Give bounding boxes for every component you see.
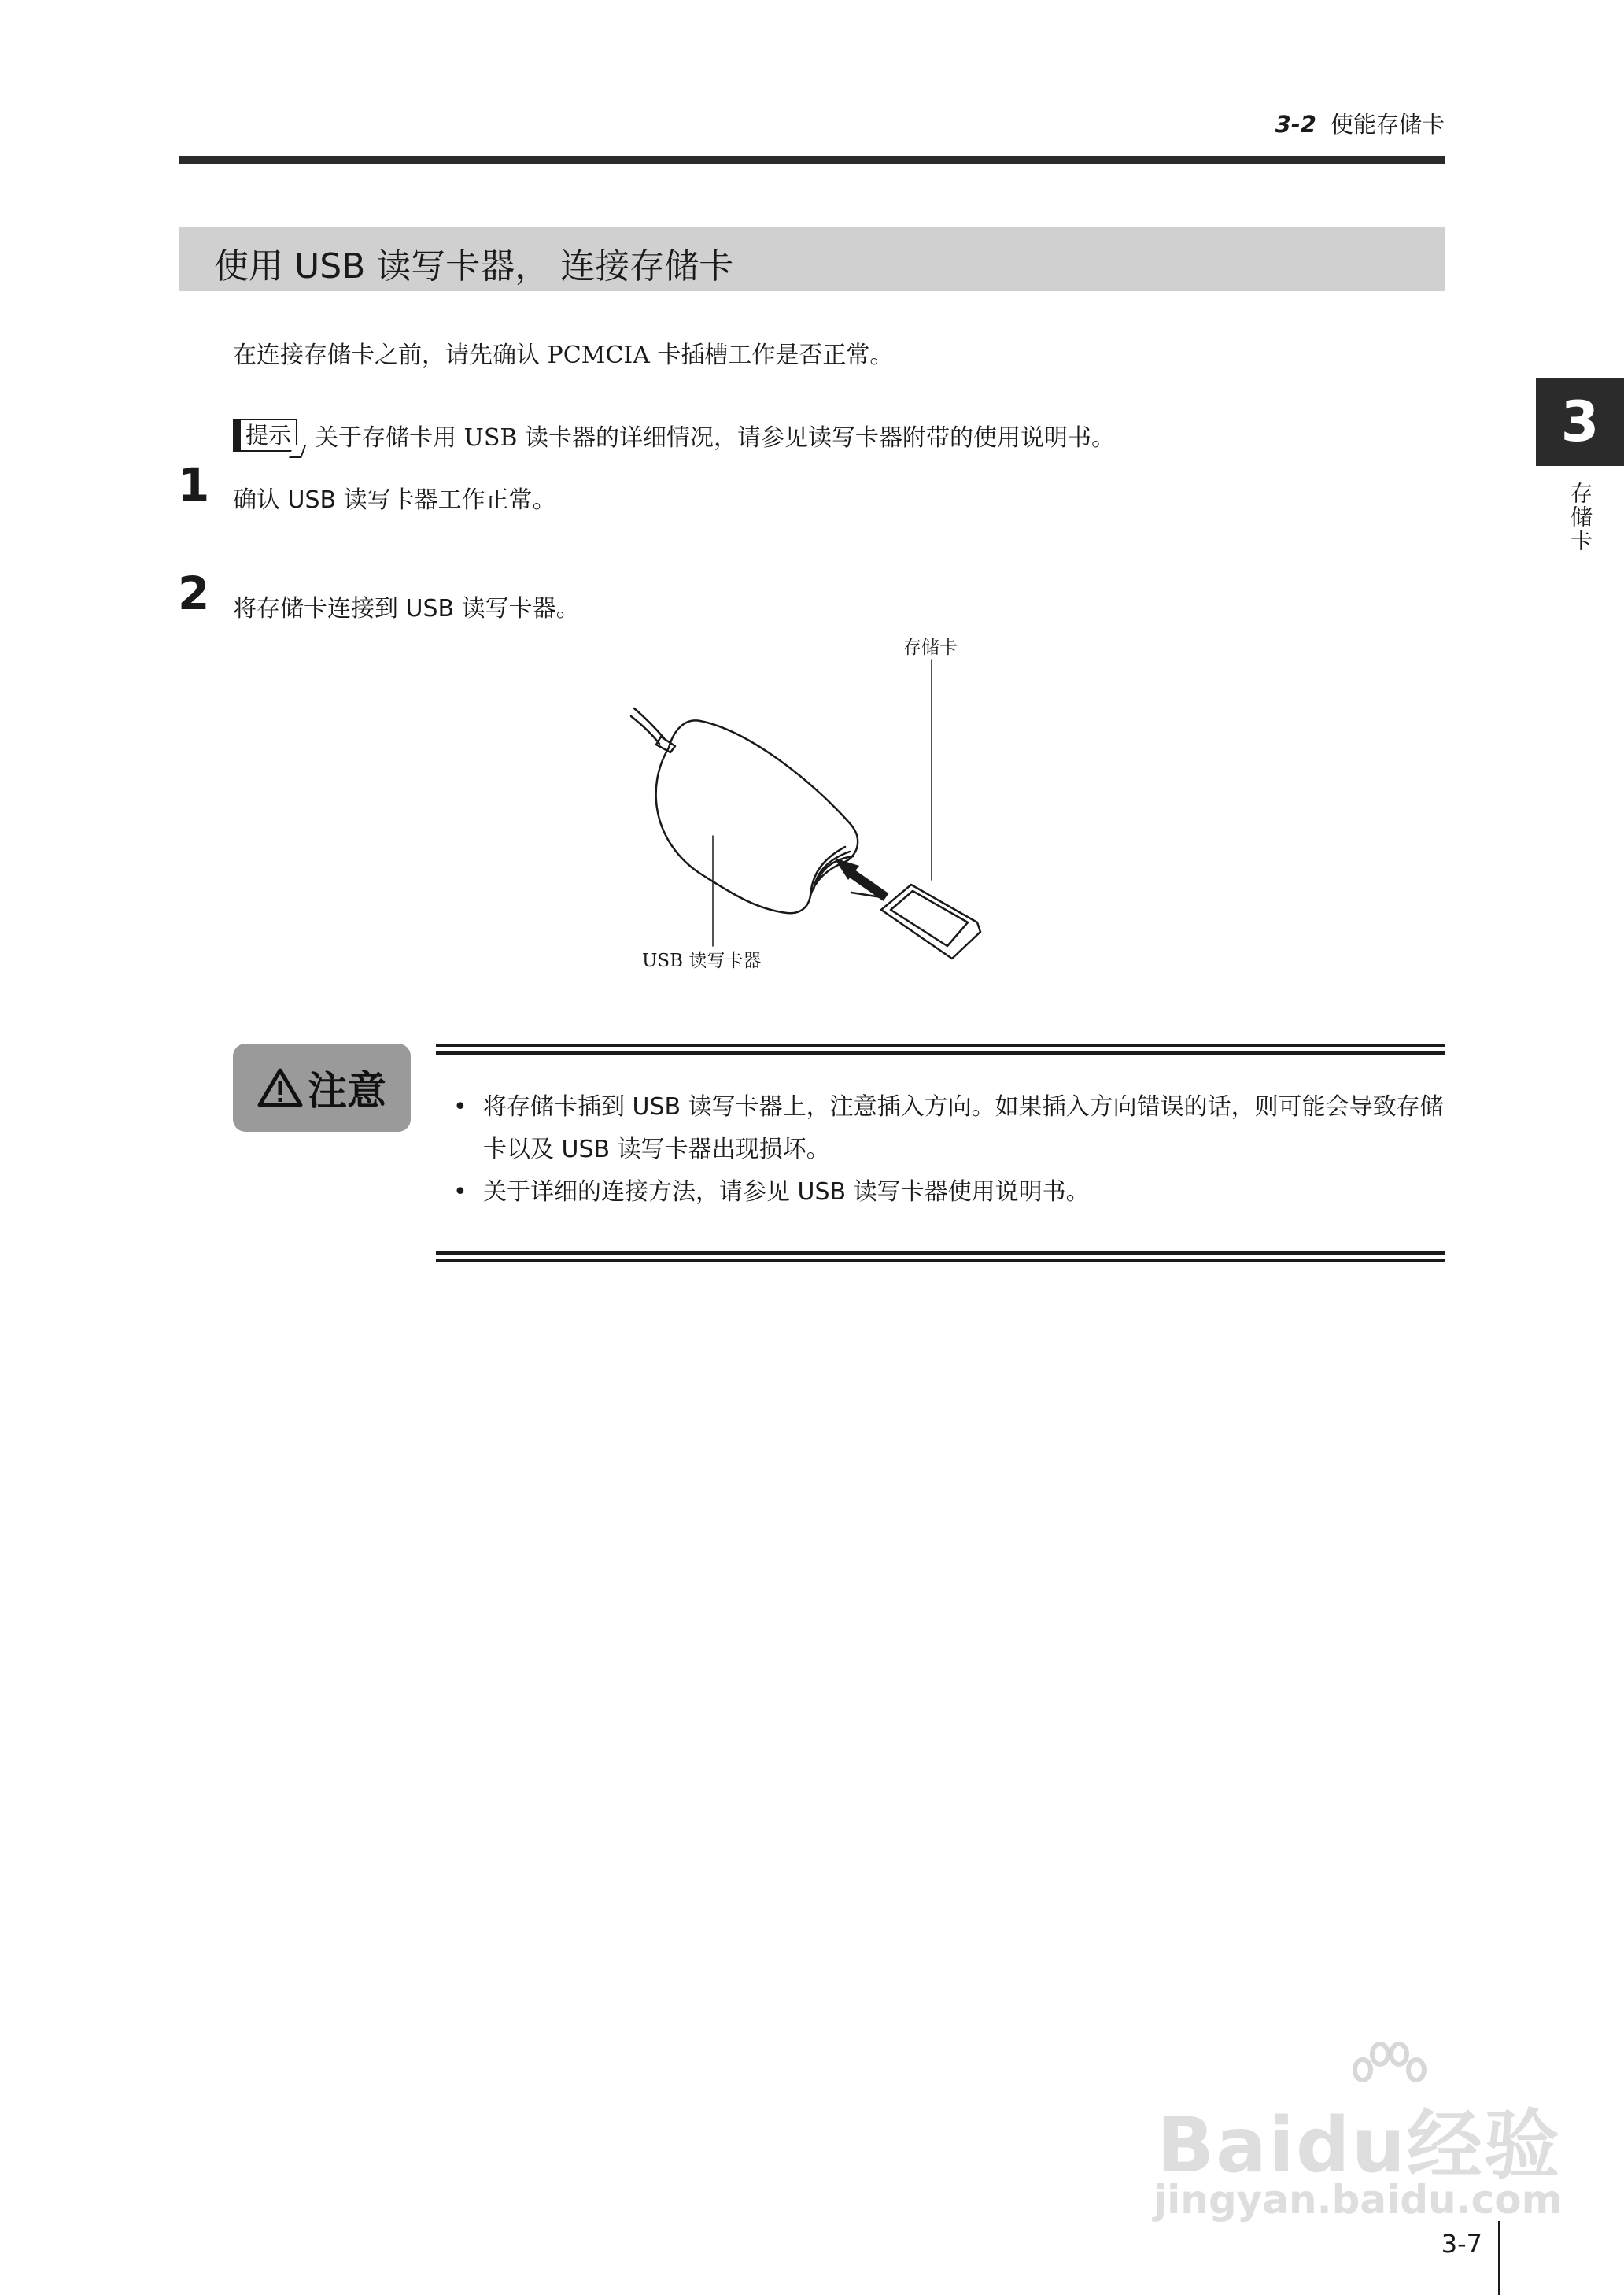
running-head-section-number: 3-2 (1275, 111, 1316, 138)
watermark-brand: Baidu经验 (1157, 2101, 1561, 2190)
chapter-tab: 3 (1536, 378, 1624, 466)
step-1-number: 1 (178, 458, 210, 512)
header-rule (179, 156, 1445, 164)
tip-badge (233, 419, 297, 452)
intro-paragraph: 在连接存储卡之前，请先确认 PCMCIA 卡插槽工作是否正常。 (233, 342, 894, 369)
tip-badge-label: 提示 (241, 419, 297, 452)
watermark (1149, 2038, 1563, 2227)
caution-list (453, 1086, 1445, 1214)
step-1-text: 确认 USB 读写卡器工作正常。 (233, 486, 556, 514)
tip-text: 关于存储卡用 USB 读卡器的详细情况，请参见读写卡器附带的使用说明书。 (315, 424, 1115, 452)
caution-item: • 将存储卡插到 USB 读写卡器上，注意插入方向。如果插入方向错误的话，则可能会导致存储卡以及 USB 读写卡器出现损坏。 (453, 1086, 1445, 1171)
chapter-side-label (1536, 482, 1624, 552)
label-usb-reader: USB 读写卡器 (642, 951, 762, 971)
usb-reader-illustration (614, 630, 991, 976)
warning-triangle-icon (257, 1067, 303, 1108)
page-number: 3-7 (1441, 2229, 1482, 2259)
caution-badge (233, 1044, 411, 1132)
caution-top-rule (436, 1044, 1445, 1055)
running-head-section-name: 使能存储卡 (1330, 111, 1445, 138)
caution-label: 注意 (308, 1068, 386, 1114)
step-2-text: 将存储卡连接到 USB 读写卡器。 (233, 595, 580, 623)
chapter-side-text: 存储卡 (1567, 482, 1593, 552)
running-head (1275, 107, 1445, 139)
label-memory-card: 存储卡 (903, 638, 958, 658)
reader-body (656, 720, 858, 913)
caution-item: • 关于详细的连接方法，请参见 USB 读写卡器使用说明书。 (453, 1171, 1445, 1214)
caution-bottom-rule (436, 1251, 1445, 1262)
step-2-number: 2 (178, 567, 210, 620)
section-title: 使用 USB 读写卡器， 连接存储卡 (214, 246, 734, 286)
memory-card-label-area (891, 891, 968, 946)
tip-badge-marker (233, 419, 241, 452)
tip-note (233, 417, 1115, 453)
page-number-rule (1498, 2221, 1500, 2295)
usb-reader-figure (614, 630, 991, 976)
watermark-url: jingyan.baidu.com (1153, 2177, 1563, 2223)
